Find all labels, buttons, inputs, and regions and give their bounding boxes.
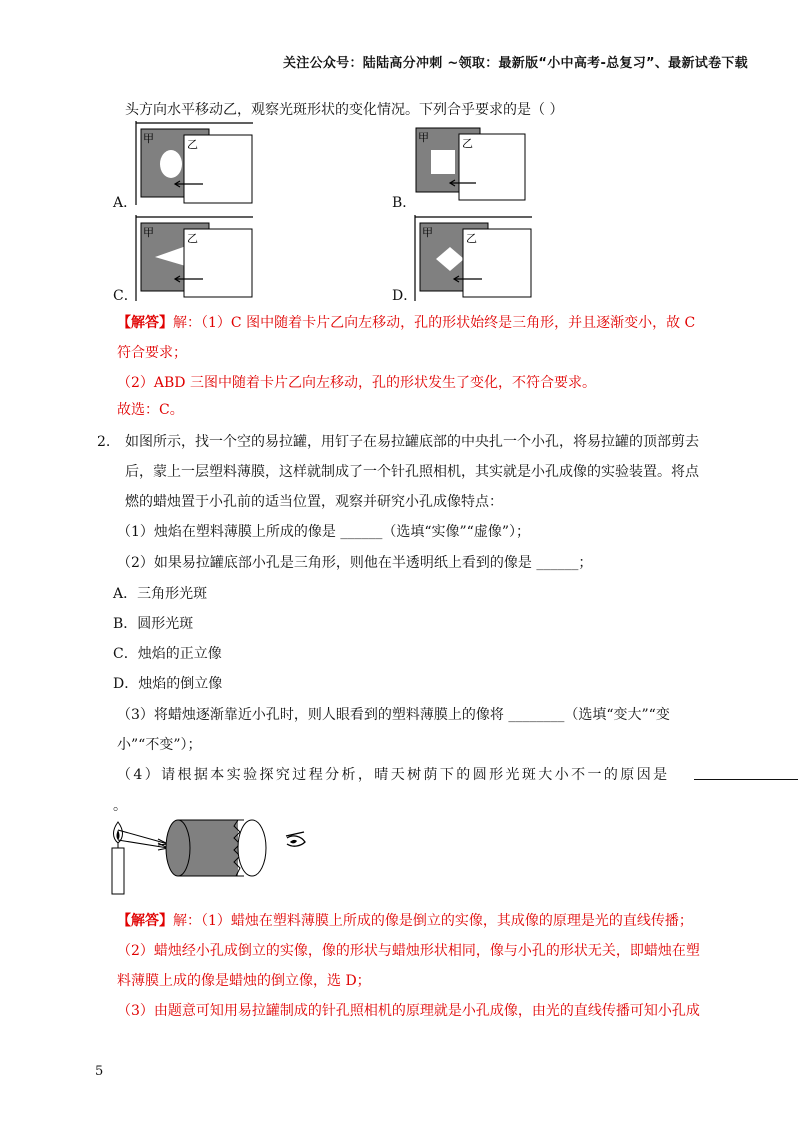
q1-option-c-label: C． [113, 288, 138, 304]
q2-sub3-line1: （3）将蜡烛逐渐靠近小孔时，则人眼看到的塑料薄膜上的像将 ________（选填“变大”“变 [117, 707, 670, 723]
q1-answer-line2: 符合要求； [117, 345, 187, 361]
eye-icon [286, 832, 305, 846]
q1-option-b-figure [412, 126, 532, 206]
q2-stem-line1: 如图所示，找一个空的易拉罐，用钉子在易拉罐底部的中央扎一个小孔，将易拉罐的顶部剪去 [125, 434, 699, 450]
card-yi-label: 乙 [187, 138, 198, 151]
card-jia-label: 甲 [422, 226, 433, 239]
square-hole [431, 150, 455, 174]
q2-answer-line2: （2）蜡烛经小孔成倒立的实像，像的形状与蜡烛形状相同，像与小孔的形状无关，即蜡烛在塑 [117, 943, 700, 959]
answer-tag: 【解答】 [117, 315, 173, 331]
q1-stem: 头方向水平移动乙，观察光斑形状的变化情况。下列合乎要求的是（ ） [125, 102, 564, 118]
q1-option-d-label: D． [392, 288, 418, 304]
q1-option-a-figure [133, 121, 263, 205]
page-number: 5 [95, 1064, 104, 1079]
card-jia-label: 甲 [143, 132, 154, 145]
q1-option-b-label: B． [392, 195, 417, 211]
q2-choice-b: B．圆形光斑 [113, 616, 194, 632]
q2-sub4: （4）请根据本实验探究过程分析，晴天树荫下的圆形光斑大小不一的原因是 [117, 767, 670, 783]
q2-choice-d: D．烛焰的倒立像 [113, 676, 223, 692]
q2-sub3-line2: 小”“不变”）； [117, 737, 202, 753]
card-yi-label: 乙 [466, 232, 477, 245]
q2-answer-line3: 料薄膜上成的像是蜡烛的倒立像，选 D； [117, 973, 371, 989]
q2-sub4-blank [694, 779, 798, 780]
q2-answer-line1: 【解答】解：（1）蜡烛在塑料薄膜上所成的像是倒立的实像，其成像的原理是光的直线传播； [117, 913, 693, 929]
q2-answer-line4: （3）由题意可知用易拉罐制成的针孔照相机的原理就是小孔成像，由光的直线传播可知小孔成 [117, 1003, 700, 1019]
card-yi-label: 乙 [462, 137, 473, 150]
q1-answer-line3: （2）ABD 三图中随着卡片乙向左移动，孔的形状发生了变化，不符合要求。 [117, 375, 596, 391]
candle-icon [112, 822, 124, 894]
q2-number: 2. [97, 434, 111, 450]
q2-stem-line2: 后，蒙上一层塑料薄膜，这样就制成了一个针孔照相机，其实就是小孔成像的实验装置。将点 [125, 464, 699, 480]
answer-tag: 【解答】 [117, 913, 173, 929]
card-jia-label: 甲 [418, 131, 429, 144]
q1-option-a-label: A． [113, 195, 138, 211]
q1-answer-conclusion: 故选：C。 [117, 402, 184, 418]
can-icon [166, 820, 266, 876]
q2-choice-a: A．三角形光斑 [113, 586, 208, 602]
q2-stem-line3: 燃的蜡烛置于小孔前的适当位置，观察并研究小孔成像特点： [125, 494, 503, 510]
q2-choice-c: C．烛焰的正立像 [113, 646, 222, 662]
page-header: 关注公众号：陆陆高分冲刺 ~领取：最新版“小中高考-总复习”、最新试卷下载 [282, 56, 748, 71]
pinhole-camera-figure [104, 816, 324, 896]
circle-hole [160, 150, 182, 178]
card-jia-label: 甲 [143, 226, 154, 239]
q1-answer-line1: 【解答】解：（1）C 图中随着卡片乙向左移动，孔的形状始终是三角形，并且逐渐变小，故 C [117, 315, 696, 331]
card-yi-label: 乙 [187, 232, 198, 245]
q2-sub1: （1）烛焰在塑料薄膜上所成的像是 ______（选填“实像”“虚像”）； [117, 524, 530, 540]
q2-sub2: （2）如果易拉罐底部小孔是三角形，则他在半透明纸上看到的像是 ______； [117, 555, 593, 571]
q1-option-d-figure [412, 215, 542, 301]
q1-option-c-figure [133, 215, 263, 301]
q2-sub4-end: 。 [113, 798, 127, 814]
